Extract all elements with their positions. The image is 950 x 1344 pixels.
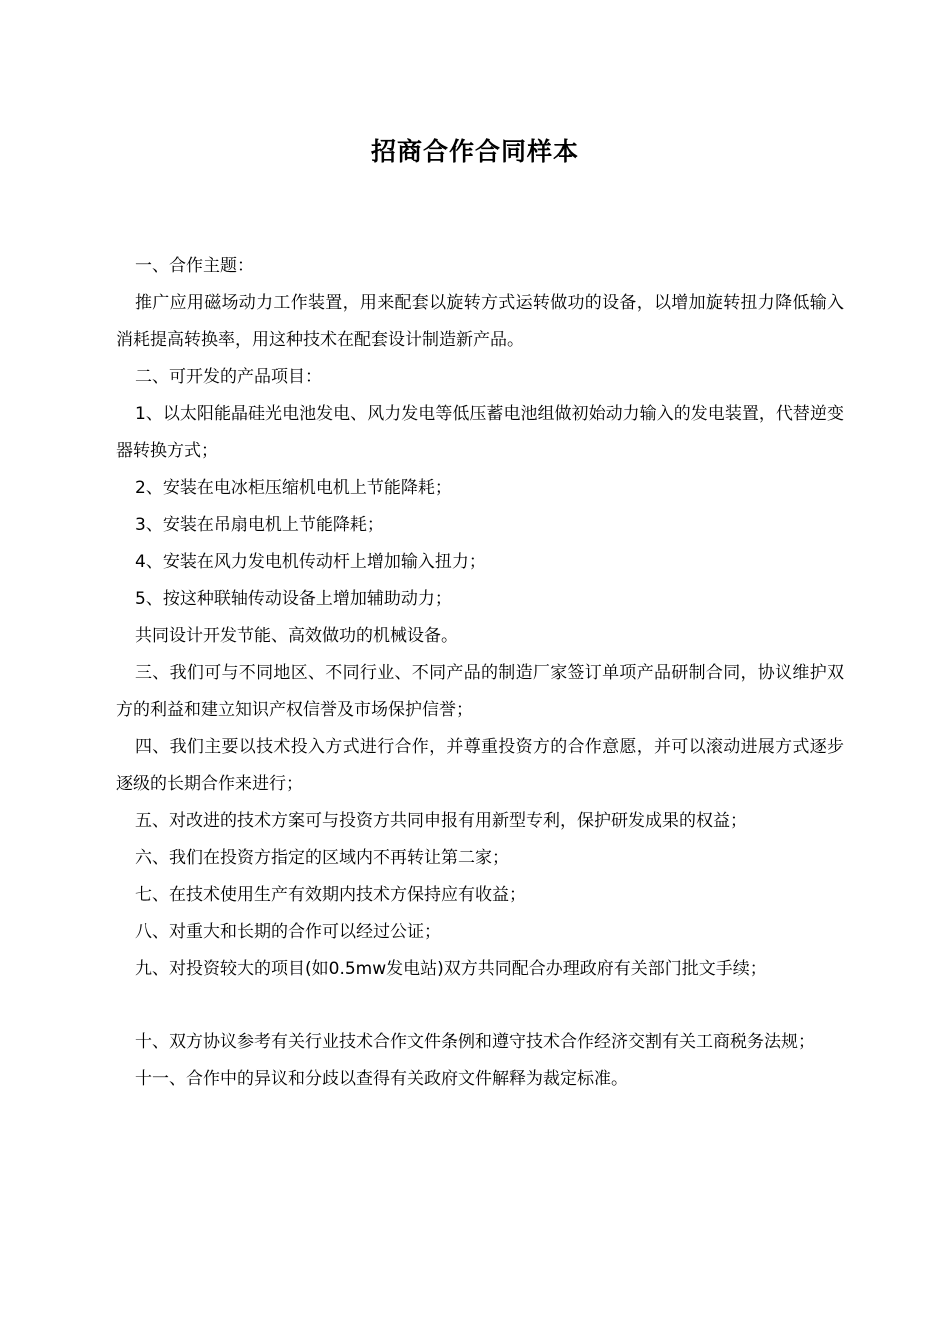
product-item-1: 1、以太阳能晶硅光电池发电、风力发电等低压蓄电池组做初始动力输入的发电装置，代替逆变器转换方式； — [116, 404, 844, 461]
product-summary: 共同设计开发节能、高效做功的机械设备。 — [135, 626, 458, 646]
clause-4: 四、我们主要以技术投入方式进行合作，并尊重投资方的合作意愿，并可以滚动进展方式逐步逐级的长期合作来进行； — [116, 737, 844, 794]
clause-1-heading: 一、合作主题： — [135, 256, 254, 276]
product-item-3: 3、安装在吊扇电机上节能降耗； — [135, 515, 384, 535]
clause-1-text: 推广应用磁场动力工作装置，用来配套以旋转方式运转做功的设备，以增加旋转扭力降低输入消耗提高转换率，用这种技术在配套设计制造新产品。 — [116, 293, 844, 350]
clause-9: 九、对投资较大的项目(如0.5mw发电站)双方共同配合办理政府有关部门批文手续； — [135, 959, 767, 979]
product-item-5: 5、按这种联轴传动设备上增加辅助动力； — [135, 589, 452, 609]
clause-6: 六、我们在投资方指定的区域内不再转让第二家； — [135, 848, 509, 868]
clause-5: 五、对改进的技术方案可与投资方共同申报有用新型专利，保护研发成果的权益； — [135, 811, 747, 831]
clause-10: 十、双方协议参考有关行业技术合作文件条例和遵守技术合作经济交割有关工商税务法规； — [135, 1032, 815, 1052]
clause-8: 八、对重大和长期的合作可以经过公证； — [135, 922, 441, 942]
clause-11: 十一、合作中的异议和分歧以查得有关政府文件解释为裁定标准。 — [135, 1069, 628, 1089]
clause-2-heading: 二、可开发的产品项目： — [135, 367, 322, 387]
clause-7: 七、在技术使用生产有效期内技术方保持应有收益； — [135, 885, 526, 905]
document-body — [116, 248, 844, 1098]
clause-3: 三、我们可与不同地区、不同行业、不同产品的制造厂家签订单项产品研制合同，协议维护双方的利益和建立知识产权信誉及市场保护信誉； — [116, 663, 844, 720]
document-title: 招商合作合同样本 — [370, 137, 579, 166]
product-item-2: 2、安装在电冰柜压缩机电机上节能降耗； — [135, 478, 452, 498]
product-item-4: 4、安装在风力发电机传动杆上增加输入扭力； — [135, 552, 486, 572]
